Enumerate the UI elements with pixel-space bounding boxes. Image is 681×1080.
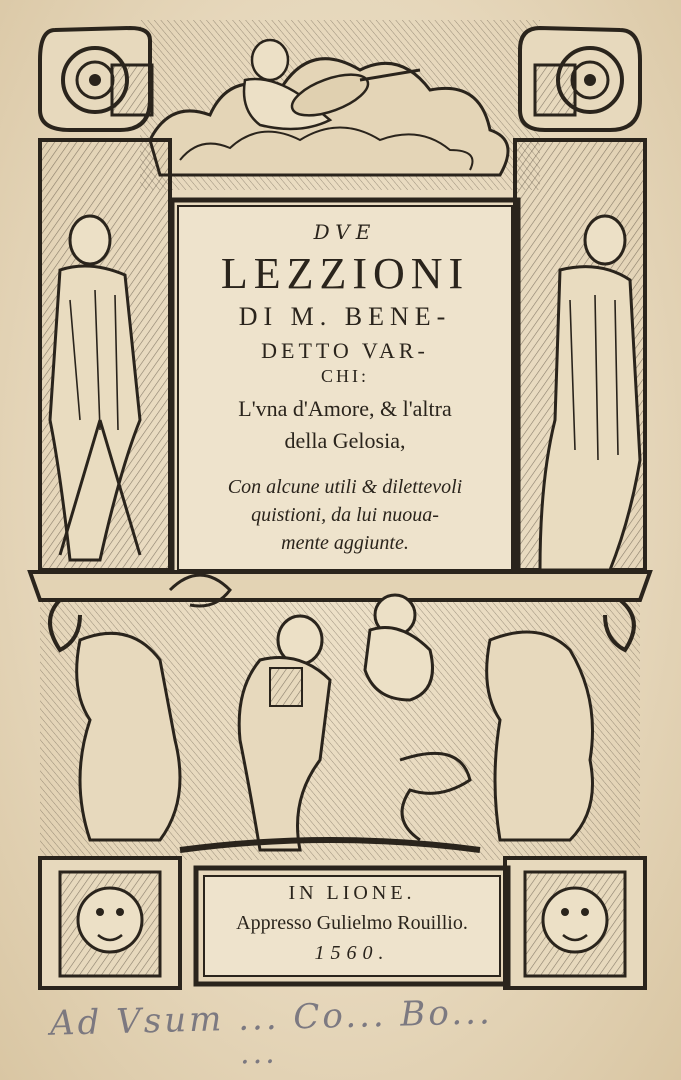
subtitle-line-1: L'vna d'Amore, & l'altra [238,396,452,421]
left-lion-pedestal [40,858,180,988]
author-line-3: CHI: [321,366,369,386]
author-line-2: DETTO VAR- [261,338,429,363]
title-line-1: DVE [313,220,377,244]
title-text-block [178,206,512,570]
imprint-year: 1560. [314,942,390,964]
right-caryatid-figure [515,140,645,570]
inscription-line-2: ... [239,1035,278,1072]
lower-scene-satyrs [40,595,640,860]
imprint-text-block [204,876,500,976]
author-line-1: DI M. BENE- [238,302,452,331]
imprint-printer: Appresso Gulielmo Rouillio. [236,912,468,934]
imprint-place: IN LIONE. [288,882,416,904]
right-lion-pedestal [505,858,645,988]
note-line-1: Con alcune utili & dilettevoli [227,476,463,498]
left-scroll-ornament [40,28,152,130]
handwritten-inscription [40,990,660,1080]
left-caryatid-figure [40,140,170,570]
inscription-line-1: Ad Vsum ... Co... Bo... [49,992,494,1044]
title-line-2: LEZZIONI [220,249,470,298]
note-line-2: quistioni, da lui nuoua- [251,504,439,526]
right-scroll-ornament [520,28,640,130]
top-clouds-ornament [140,20,540,190]
subtitle-line-2: della Gelosia, [284,428,406,453]
note-line-3: mente aggiunte. [281,532,409,554]
